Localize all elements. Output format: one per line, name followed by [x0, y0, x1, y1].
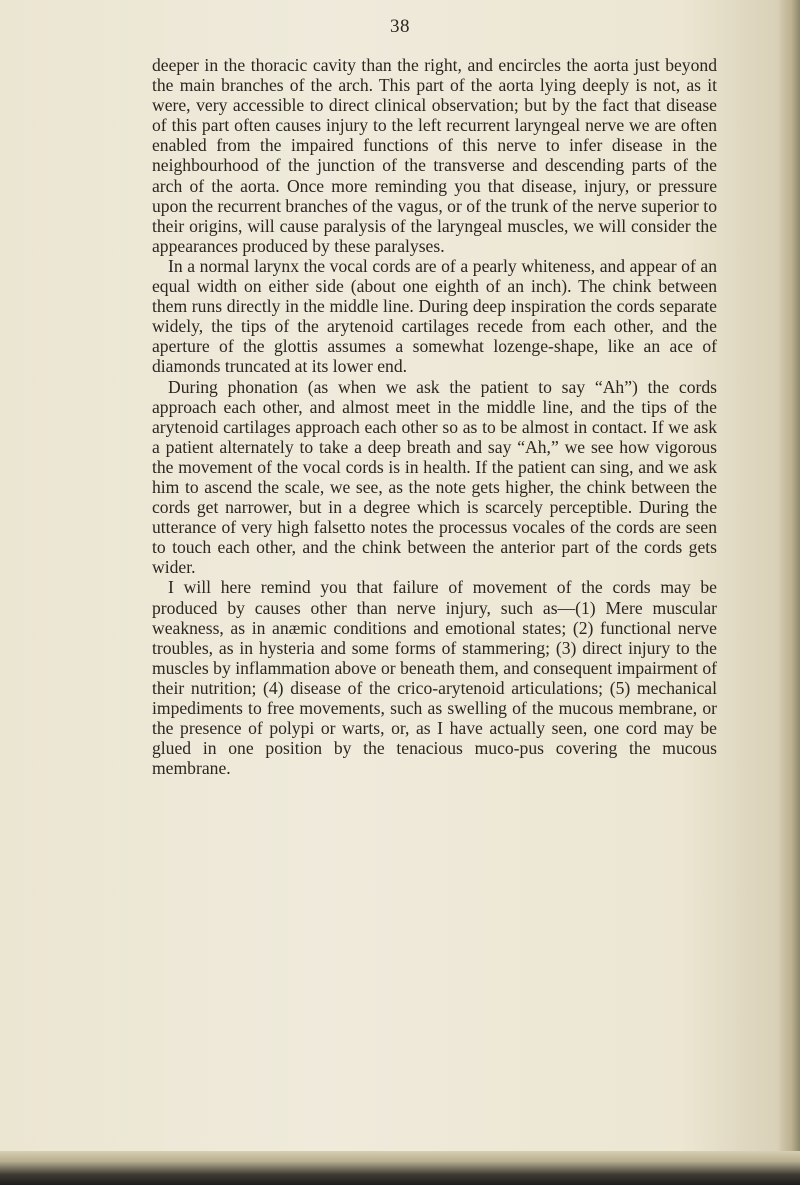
page-edge-shadow [778, 0, 800, 1185]
page-number: 38 [390, 16, 410, 37]
page-bottom-edge [0, 1151, 800, 1185]
paragraph-3: During phonation (as when we ask the patient to say “Ah”) the cords approach each other, and almost meet in the middle line, and the tips of the arytenoid cartilages approach each other so as to be almost in contact. If we ask a patient alternately to take a deep breath and say “Ah,” we see how vigorous the movement of the vocal cords is in health. If the patient can sing, and we ask him to ascend the scale, we see, as the note gets higher, the chink between the cords get narrower, but in a degree which is scarcely perceptible. During the utterance of very high falsetto notes the processus vocales of the cords are seen to touch each other, and the chink between the anterior part of the cords gets wider. [152, 376, 717, 578]
paragraph-4: I will here remind you that failure of movement of the cords may be produced by causes other than nerve injury, such as—(1) Mere muscular weakness, as in anæmic conditions and emotional states; (2) functional nerve troubles, as in hysteria and some forms of stammering; (3) direct injury to the muscles by inflammation above or beneath them, and consequent impairment of their nutrition; (4) disease of the crico-arytenoid articulations; (5) mechanical impediments to free movements, such as swelling of the mucous membrane, or the presence of polypi or warts, or, as I have actually seen, one cord may be glued in one position by the tenacious muco-pus covering the mucous membrane. [152, 577, 717, 779]
paragraph-1: deeper in the thoracic cavity than the right, and encircles the aorta just beyond the main branches of the arch. This part of the aorta lying deeply is not, as it were, very accessible to direct clinical observation; but by the fact that disease of this part often causes injury to the left recurrent laryngeal nerve we are often enabled from the impaired functions of this nerve to infer disease in the neighbourhood of the junction of the transverse and descending parts of the arch of the aorta. Once more reminding you that disease, injury, or pressure upon the recurrent branches of the vagus, or of the trunk of the nerve superior to their origins, will cause paralysis of the laryngeal muscles, we will consider the appearances produced by these paralyses. [152, 55, 717, 256]
paragraph-2: In a normal larynx the vocal cords are of a pearly whiteness, and appear of an equal width on either side (about one eighth of an inch). The chink between them runs directly in the middle line. During deep inspiration the cords separate widely, the tips of the arytenoid cartilages recede from each other, and the aperture of the glottis assumes a somewhat lozenge-shape, like an ace of diamonds truncated at its lower end. [152, 255, 717, 377]
body-text [152, 55, 717, 778]
